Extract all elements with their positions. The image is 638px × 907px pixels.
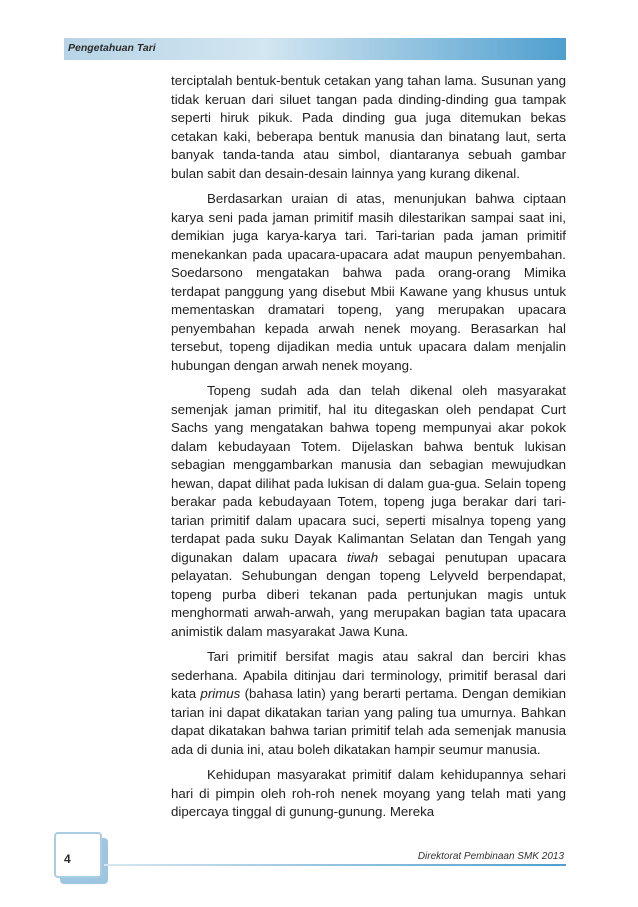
- paragraph-2: [171, 190, 566, 375]
- paragraph-4-text-b: (bahasa latin) yang berarti pertama. Dengan demikian tarian ini dapat dikatakan tarian yang paling tua umurnya. Bahkan dapat dikatakan bahwa tarian primitif telah ada semenjak manusia ada di dunia ini, atau boleh dikatakan hampir seumur manusia.: [171, 686, 566, 757]
- footer-rule: [104, 864, 566, 866]
- paragraph-4: [171, 648, 566, 759]
- paragraph-5: [171, 766, 566, 822]
- term-tiwah: tiwah: [347, 549, 379, 565]
- term-primus: primus: [200, 686, 241, 701]
- paragraph-5-text: Kehidupan masyarakat primitif dalam kehidupannya sehari hari di pimpin oleh roh-roh nenek moyang yang telah mati yang dipercaya tinggal di gunung-gunung. Mereka: [171, 767, 566, 819]
- body-text: [171, 72, 566, 829]
- paragraph-1-text: terciptalah bentuk-bentuk cetakan yang tahan lama. Susunan yang tidak keruan dari siluet tangan pada dinding-dinding gua tampak seperti hiruk pikuk. Pada dinding gua juga ditemukan bekas cetakan kaki, beberapa bentuk manusia dan binatang laut, serta banyak tanda-tanda atau simbol, diantaranya sebuah gambar bulan sabit dan desain-desain lainnya yang kurang dikenal.: [171, 73, 566, 181]
- page-number: 4: [64, 852, 71, 866]
- running-header-title: Pengetahuan Tari: [68, 42, 156, 54]
- paragraph-3-text-b: sebagai penutupan upacara pelayatan. Sehubungan dengan topeng Lelyveld berpendapat, topeng purba diberi tekanan pada pertunjukan magis untuk menghormati arwah-arwah, yang merupakan bagian tata upacara animistik dalam masyarakat Jawa Kuna.: [171, 549, 566, 639]
- footer-publisher: Direktorat Pembinaan SMK 2013: [417, 851, 564, 862]
- page-number-box: [54, 832, 102, 878]
- paragraph-3: [171, 382, 566, 641]
- paragraph-2-text: Berdasarkan uraian di atas, menunjukan bahwa ciptaan karya seni pada jaman primitif masih dilestarikan sampai saat ini, demikian juga karya-karya tari. Tari-tarian pada jaman primitif menekankan pada upacara-upacara adat maupun penyembahan. Soedarsono mengatakan bahwa pada orang-orang Mimika terdapat panggung yang disebut Mbii Kawane yang khusus untuk mementaskan dramatari topeng, yang merupakan upacara penyembahan kepada arwah nenek moyang. Berasarkan hal tersebut, topeng dijadikan media untuk upacara dalam menjalin hubungan dengan arwah nenek moyang.: [171, 191, 566, 373]
- paragraph-3-text-a: Topeng sudah ada dan telah dikenal oleh masyarakat semenjak jaman primitif, hal itu ditegaskan oleh pendapat Curt Sachs yang mengatakan bahwa topeng mempunyai akar pokok dalam kebudayaan Totem. Dijelaskan bahwa bentuk lukisan sebagian menggambarkan manusia dan sebagian mewujudkan hewan, dapat dilihat pada lukisan di dalam gua-gua. Selain topeng berakar pada kebudayaan Totem, topeng juga berakar dari tari-tarian primitif dalam upacara suci, seperti misalnya topeng yang terdapat pada suku Dayak Kalimantan Selatan dan Tengah yang digunakan dalam upacara: [171, 383, 566, 565]
- paragraph-4-text-a: Tari primitif bersifat magis atau sakral dan berciri khas sederhana. Apabila ditinjau dari terminology, primitif berasal dari kata: [171, 649, 566, 701]
- paragraph-1: [171, 72, 566, 183]
